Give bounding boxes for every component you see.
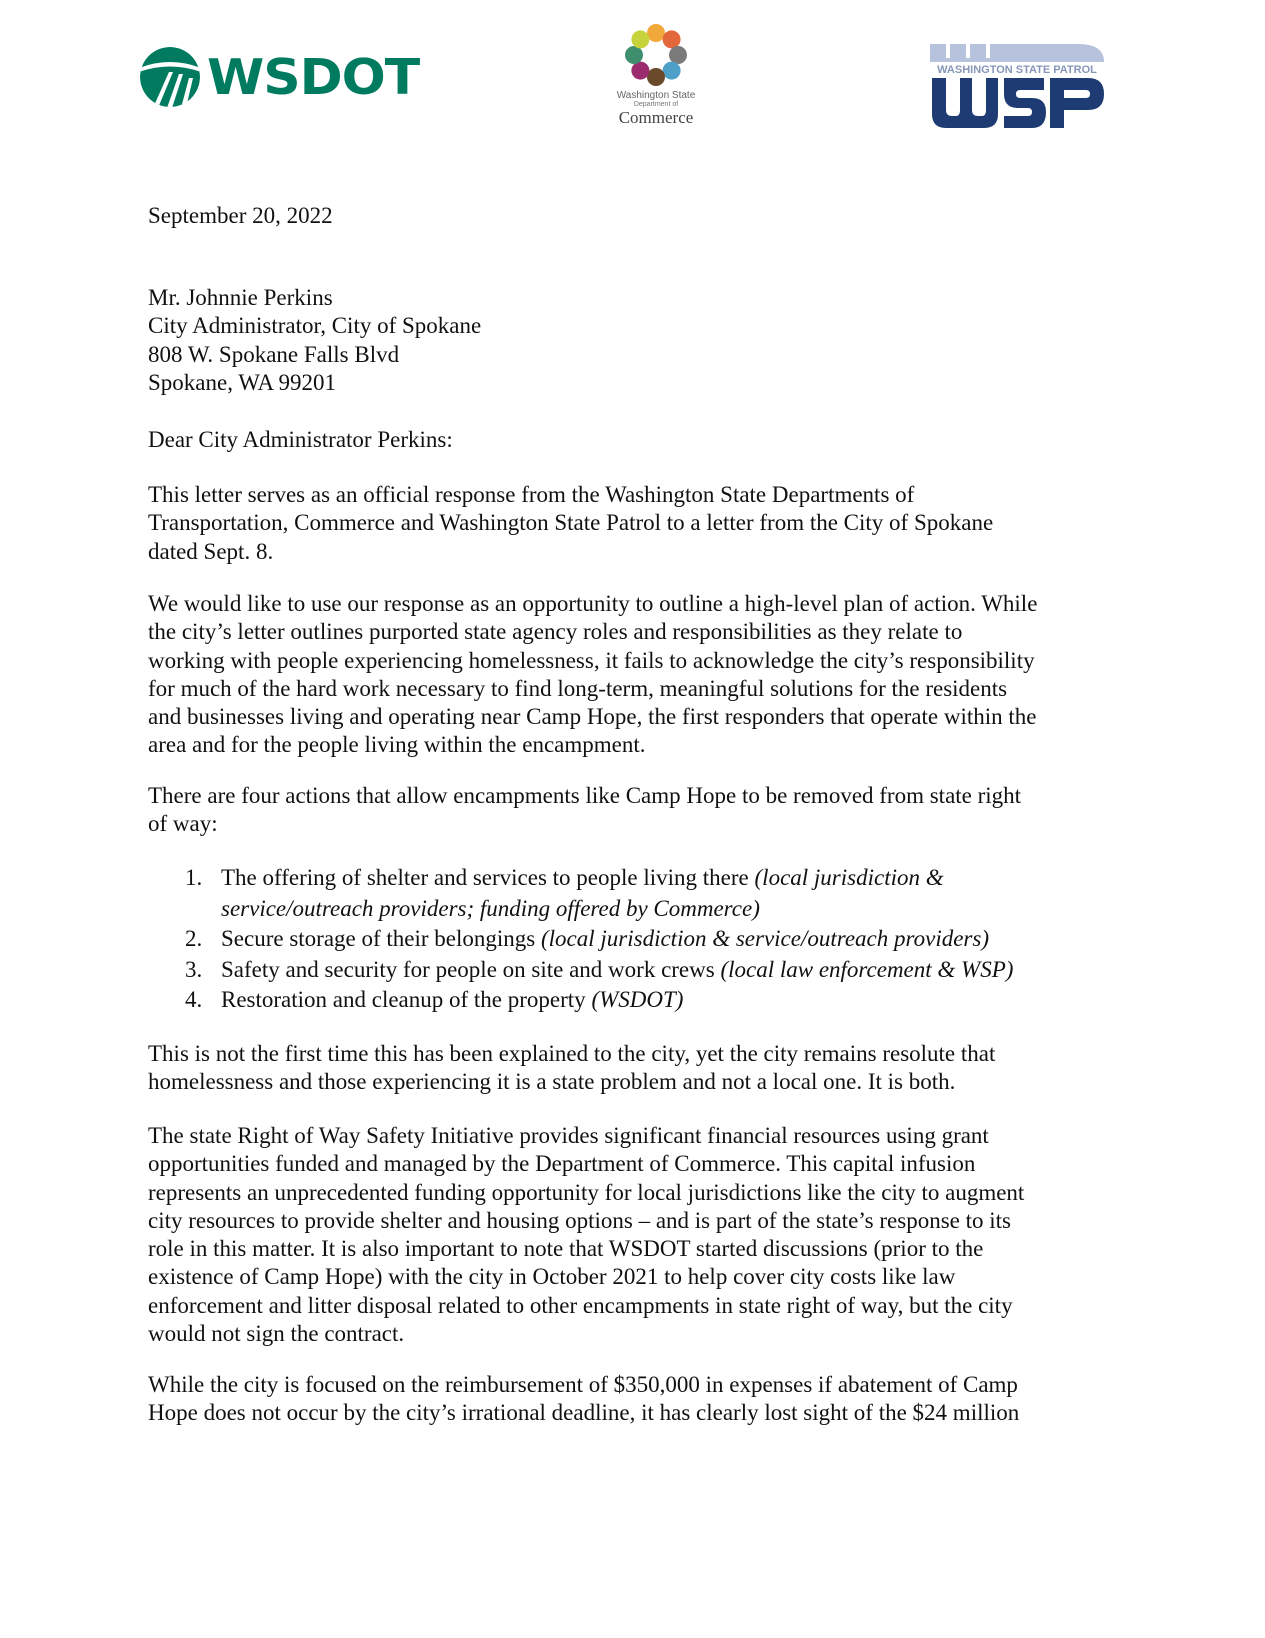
- salutation: [148, 426, 1108, 454]
- wsdot-emblem-icon: [139, 46, 201, 108]
- recipient-line: 808 W. Spokane Falls Blvd: [148, 341, 400, 367]
- paragraph-line: working with people experiencing homelessness, it fails to acknowledge the city’s responsibility: [148, 647, 1035, 673]
- list-item-text: Restoration and cleanup of the property: [221, 987, 592, 1012]
- list-item-text: The offering of shelter and services to people living there: [221, 865, 755, 890]
- recipient-address: [148, 284, 1108, 397]
- paragraph-line: would not sign the contract.: [148, 1321, 405, 1347]
- list-item-text: Secure storage of their belongings: [221, 926, 541, 951]
- wsp-banner-text: WASHINGTON STATE PATROL: [937, 64, 1097, 76]
- paragraph-line: and businesses living and operating near Camp Hope, the first responders that operate within the: [148, 704, 1037, 730]
- wsdot-wordmark: WSDOT: [207, 48, 420, 106]
- paragraph-line: This is not the first time this has been explained to the city, yet the city remains resolute that: [148, 1041, 996, 1066]
- list-item-number: 1.: [185, 865, 203, 890]
- commerce-logo-line3: Commerce: [618, 108, 694, 127]
- paragraph-line: dated Sept. 8.: [148, 538, 274, 564]
- paragraph-line: city resources to provide shelter and housing options – and is part of the state’s response to its: [148, 1207, 1011, 1233]
- commerce-logo-line1: Washington State: [616, 90, 696, 101]
- letter-date: [148, 202, 1108, 230]
- commerce-star-icon: [623, 22, 689, 88]
- list-item-note: (local jurisdiction &: [754, 865, 944, 890]
- paragraph-line: role in this matter. It is also important to note that WSDOT started discussions (prior to the: [148, 1236, 984, 1262]
- paragraph-line: area and for the people living within the encampment.: [148, 732, 646, 758]
- paragraph-line: There are four actions that allow encampments like Camp Hope to be removed from state right: [148, 783, 1022, 808]
- actions-list: [148, 863, 1108, 1016]
- paragraph-line: This letter serves as an official response from the Washington State Departments of: [148, 482, 915, 507]
- paragraph-5: [148, 1122, 1108, 1348]
- list-item-note: (WSDOT): [591, 987, 684, 1012]
- paragraph-3: [148, 782, 1108, 839]
- list-item: [148, 955, 1108, 986]
- paragraph-line: We would like to use our response as an opportunity to outline a high-level plan of action. While: [148, 591, 1038, 616]
- paragraph-line: enforcement and litter disposal related to other encampments in state right of way, but the city: [148, 1292, 1013, 1318]
- wsdot-logo: [139, 44, 431, 110]
- commerce-logo-line2: Department of: [633, 101, 679, 108]
- paragraph-1: [148, 481, 1108, 566]
- paragraph-line: The state Right of Way Safety Initiative provides significant financial resources using grant: [148, 1123, 989, 1148]
- paragraph-line: opportunities funded and managed by the Department of Commerce. This capital infusion: [148, 1151, 976, 1177]
- paragraph-line: homelessness and those experiencing it is a state problem and not a local one. It is both.: [148, 1069, 956, 1095]
- paragraph-line: Transportation, Commerce and Washington State Patrol to a letter from the City of Spokane: [148, 510, 994, 536]
- recipient-line: City Administrator, City of Spokane: [148, 313, 482, 339]
- recipient-line: Mr. Johnnie Perkins: [148, 285, 333, 310]
- paragraph-line: of way:: [148, 811, 218, 837]
- list-item-note-continued: service/outreach providers; funding offered by Commerce): [221, 895, 760, 921]
- wsp-logo: [928, 40, 1106, 130]
- paragraph-line: for much of the hard work necessary to find long-term, meaningful solutions for the residents: [148, 675, 1008, 701]
- list-item: [148, 924, 1108, 955]
- paragraph-line: represents an unprecedented funding opportunity for local jurisdictions like the city to augment: [148, 1179, 1025, 1205]
- recipient-line: Spokane, WA 99201: [148, 369, 337, 395]
- commerce-logo: [596, 22, 716, 132]
- paragraph-line: While the city is focused on the reimbursement of $350,000 in expenses if abatement of Camp: [148, 1372, 1018, 1397]
- list-item: [148, 863, 1108, 924]
- paragraph-line: the city’s letter outlines purported state agency roles and responsibilities as they relate to: [148, 619, 963, 645]
- list-item-number: 3.: [185, 956, 203, 982]
- paragraph-line: existence of Camp Hope) with the city in October 2021 to help cover city costs like law: [148, 1264, 956, 1290]
- list-item-text: Safety and security for people on site and work crews: [221, 956, 721, 982]
- wsp-emblem-icon: [928, 40, 1106, 130]
- date-text: September 20, 2022: [148, 203, 333, 228]
- list-item-note: (local law enforcement & WSP): [720, 956, 1014, 982]
- paragraph-line: Hope does not occur by the city’s irrational deadline, it has clearly lost sight of the $24 million: [148, 1400, 1020, 1426]
- salutation-text: Dear City Administrator Perkins:: [148, 427, 453, 452]
- paragraph-6: [148, 1371, 1108, 1428]
- paragraph-2: [148, 590, 1108, 760]
- list-item-note: (local jurisdiction & service/outreach providers): [541, 926, 989, 951]
- list-item-number: 4.: [185, 987, 203, 1012]
- list-item: [148, 985, 1108, 1016]
- paragraph-4: [148, 1040, 1108, 1097]
- list-item-number: 2.: [185, 926, 203, 951]
